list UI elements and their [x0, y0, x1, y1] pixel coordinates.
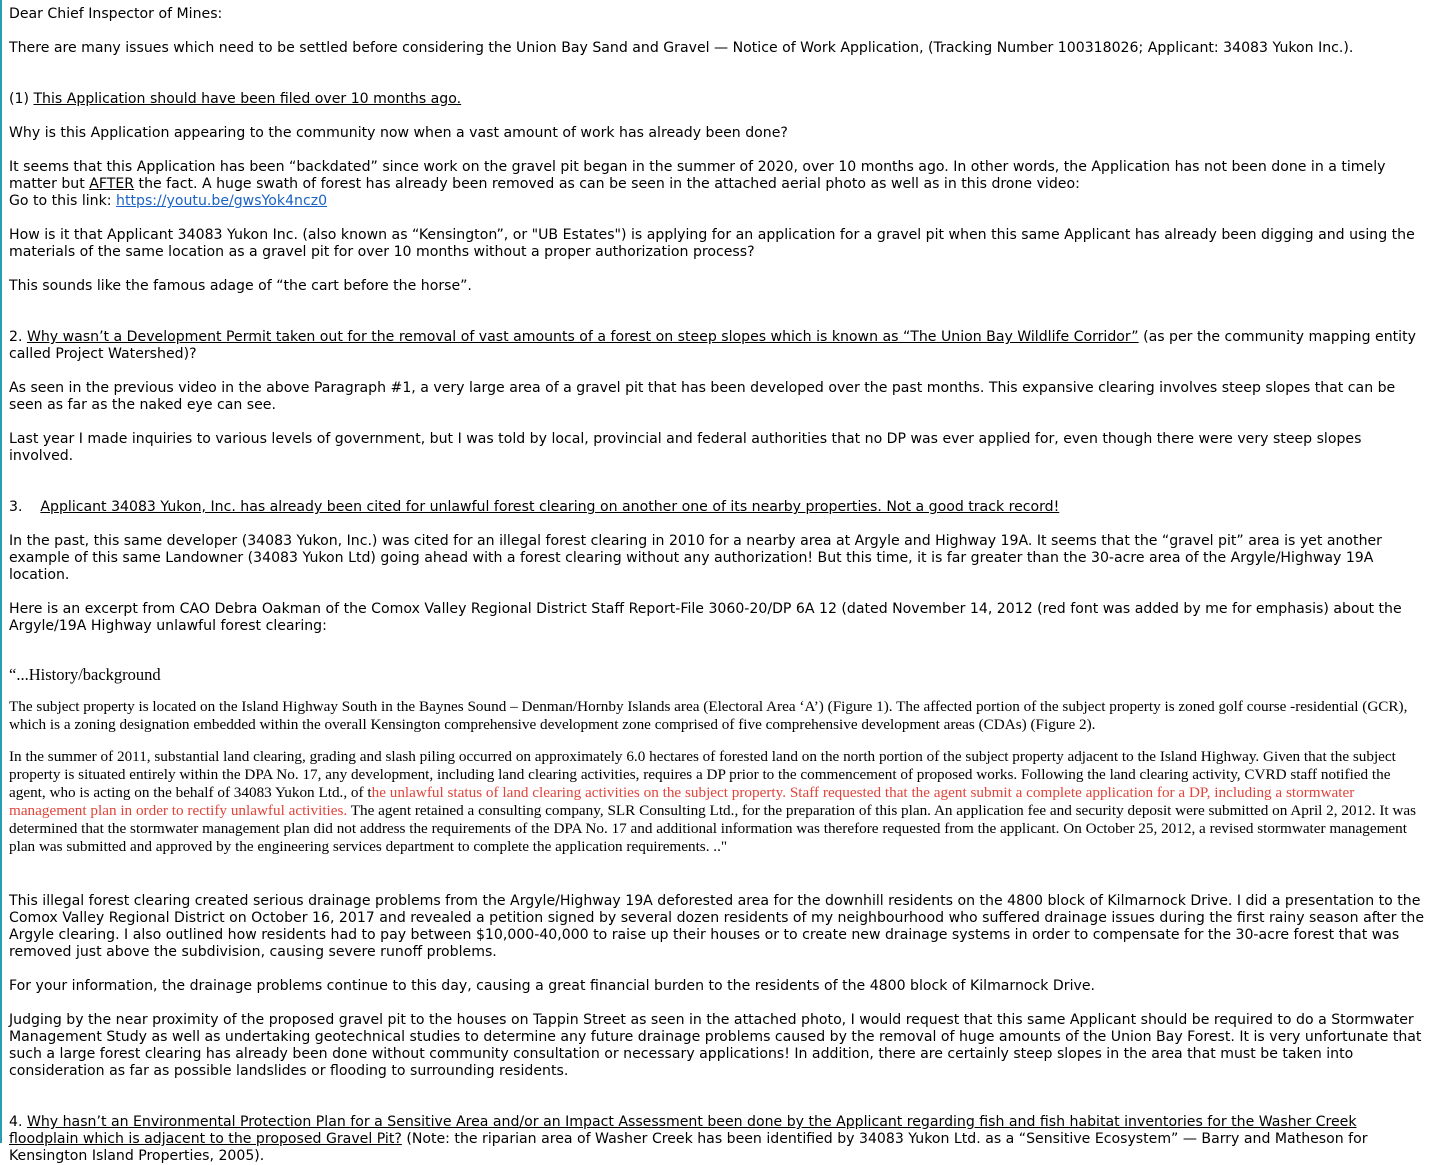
left-margin-bar [0, 0, 2, 1143]
after-emphasis: AFTER [89, 176, 135, 192]
section-3-heading [9, 499, 1427, 516]
section-3-paragraph-3: This illegal forest clearing created serious drainage problems from the Argyle/Highway 19A deforested area for the downhill residents on the 4800 block of Kilmarnock Drive. I did a presentation to the Comox Valley Regional District on October 16, 2017 and revealed a petition signed by several dozen residents of my neighbourhood who suffered drainage issues during the first rainy season after the Argyle clearing. I also outlined how residents had to pay between $10,000-40,000 to raise up their houses or to create new drainage systems in order to compensate for the 30-acre forest that was removed just above the subdivision, causing severe runoff problems. [9, 893, 1425, 960]
text-run: In the summer of 2011, substantial land clearing, grading and slash piling occurred on approximately 6.0 hectares of forested land on the north portion of the subject property adjacent to the Island Highway. Given that the subject property is situated entirely within the DPA No. 17, any development, including land clearing activities, requires a DP prior to the commencement of proposed works. Following the land clearing activity, CVRD staff notified the agent, who is acting on the behalf of 34083 Yukon Ltd., of t [9, 748, 1396, 801]
section-2-number: 2. [9, 329, 27, 345]
section-2-title: Why wasn’t a Development Permit taken out for the removal of vast amounts of a forest on steep slopes which is known as “The Union Bay Wildlife Corridor” [26, 329, 1139, 345]
video-link-line [9, 193, 1427, 210]
section-1-paragraph-3: How is it that Applicant 34083 Yukon Inc. (also known as “Kensington”, or "UB Estates") is applying for an application for a gravel pit when this same Applicant has already been digging and using the materials of the same location as a gravel pit for over 10 months without a proper authorization process? [9, 227, 1415, 260]
quote-paragraph-1: The subject property is located on the Island Highway South in the Baynes Sound – Denman/Hornby Islands area (Electoral Area ‘A’) (Figure 1). The affected portion of the subject property is zoned golf course -residential (GCR), which is a zoning designation embedded within the overall Kensington comprehensive development zone comprised of five comprehensive development areas (CDAs) (Figure 2). [9, 698, 1408, 733]
drone-video-link[interactable]: https://youtu.be/gwsYok4ncz0 [116, 193, 328, 209]
section-4-title: Why hasn’t an Environmental Protection Plan for a Sensitive Area and/or an Impact Assessment been done by the Applicant regarding fish and fish habitat inventories for the Washer Creek floodplain which is adjacent to the proposed Gravel Pit? [9, 1114, 1357, 1147]
text-run: The agent retained a consulting company, SLR Consulting Ltd., for the preparation of this plan. An application fee and security deposit were submitted on April 2, 2012. It was determined that the stormwater management plan did not address the requirements of the DPA No. 17 and additional information was therefore requested from the applicant. On October 25, 2012, a revised stormwater management plan was submitted and approved by the engineering services department to complete the application requirements. .." [9, 802, 1417, 855]
section-1-heading [9, 91, 1427, 108]
section-2-paragraph-2: Last year I made inquiries to various levels of government, but I was told by local, provincial and federal authorities that no DP was ever applied for, even though there were very steep slopes involved. [9, 431, 1362, 464]
greeting: Dear Chief Inspector of Mines: [9, 6, 223, 22]
section-3-paragraph-1: In the past, this same developer (34083 Yukon, Inc.) was cited for an illegal forest clearing in 2010 for a nearby area at Argyle and Highway 19A. It seems that the “gravel pit” area is yet another example of this same Landowner (34083 Yukon Ltd) going ahead with a forest clearing without any authorization! But this time, it is far greater than the 30-acre area of the Argyle/Highway 19A location. [9, 533, 1382, 583]
section-2-paragraph-1: As seen in the previous video in the above Paragraph #1, a very large area of a gravel pit that has been developed over the past months. This expansive clearing involves steep slopes that can be seen as far as the naked eye can see. [9, 380, 1396, 413]
section-3-paragraph-4: For your information, the drainage problems continue to this day, causing a great financial burden to the residents of the 4800 block of Kilmarnock Drive. [9, 978, 1095, 994]
section-3-paragraph-5: Judging by the near proximity of the proposed gravel pit to the houses on Tappin Street as seen in the attached photo, I would request that this same Applicant should be required to do a Stormwater Management Study as well as undertaking geotechnical studies to determine any future drainage problems caused by the removal of huge amounts of the Union Bay Forest. It is very unfortunate that such a large forest clearing has already been done without community consultation or necessary applications! In addition, there are certainly steep slopes in the area that must be taken into consideration as far as possible landslides or flooding to surrounding residents. [9, 1012, 1422, 1079]
quote-paragraph-2 [9, 748, 1427, 856]
intro-paragraph: There are many issues which need to be settled before considering the Union Bay Sand and Gravel — Notice of Work Application, (Tracking Number 100318026; Applicant: 34083 Yukon Inc.). [9, 40, 1354, 56]
section-4-number: 4. [9, 1114, 27, 1130]
section-4-heading [9, 1114, 1427, 1165]
link-prefix: Go to this link: [9, 193, 117, 209]
email-body [9, 6, 1427, 1165]
section-4-title-tail: (Note: the riparian area of Washer Creek has been identified by 34083 Yukon Ltd. as a “Sensitive Ecosystem” — Barry and Matheson for Kensington Island Properties, 2005). [9, 1131, 1368, 1164]
section-3-title: Applicant 34083 Yukon, Inc. has already been cited for unlawful forest clearing on another one of its nearby properties. Not a good track record! [40, 499, 1060, 515]
text-run: It seems that this Application has been “backdated” since work on the gravel pit began in the summer of 2020, over 10 months ago. In other words, the Application has not been done in a timely matter but [9, 159, 1386, 192]
section-1-paragraph-2 [9, 159, 1427, 193]
red-emphasis-text: he unlawful status of land clearing activities on the subject property. Staff requested that the agent submit a complete application for a DP, including a stormwater management plan in order to rectify unlawful activities. [9, 784, 1355, 819]
section-2-heading [9, 329, 1427, 363]
section-1-paragraph-4: This sounds like the famous adage of “the cart before the horse”. [9, 278, 472, 294]
section-1-title: This Application should have been filed over 10 months ago. [33, 91, 462, 107]
quote-heading: “...History/background [9, 665, 161, 684]
section-1-number: (1) [9, 91, 34, 107]
section-2-title-tail: (as per the community mapping entity called Project Watershed)? [9, 329, 1416, 362]
section-1-paragraph-1: Why is this Application appearing to the community now when a vast amount of work has already been done? [9, 125, 788, 141]
section-3-number: 3. [9, 499, 41, 515]
text-run: the fact. A huge swath of forest has already been removed as can be seen in the attached aerial photo as well as in this drone video: [134, 176, 1080, 192]
section-3-paragraph-2: Here is an excerpt from CAO Debra Oakman of the Comox Valley Regional District Staff Report-File 3060-20/DP 6A 12 (dated November 14, 2012 (red font was added by me for emphasis) about the Argyle/19A Highway unlawful forest clearing: [9, 601, 1402, 634]
